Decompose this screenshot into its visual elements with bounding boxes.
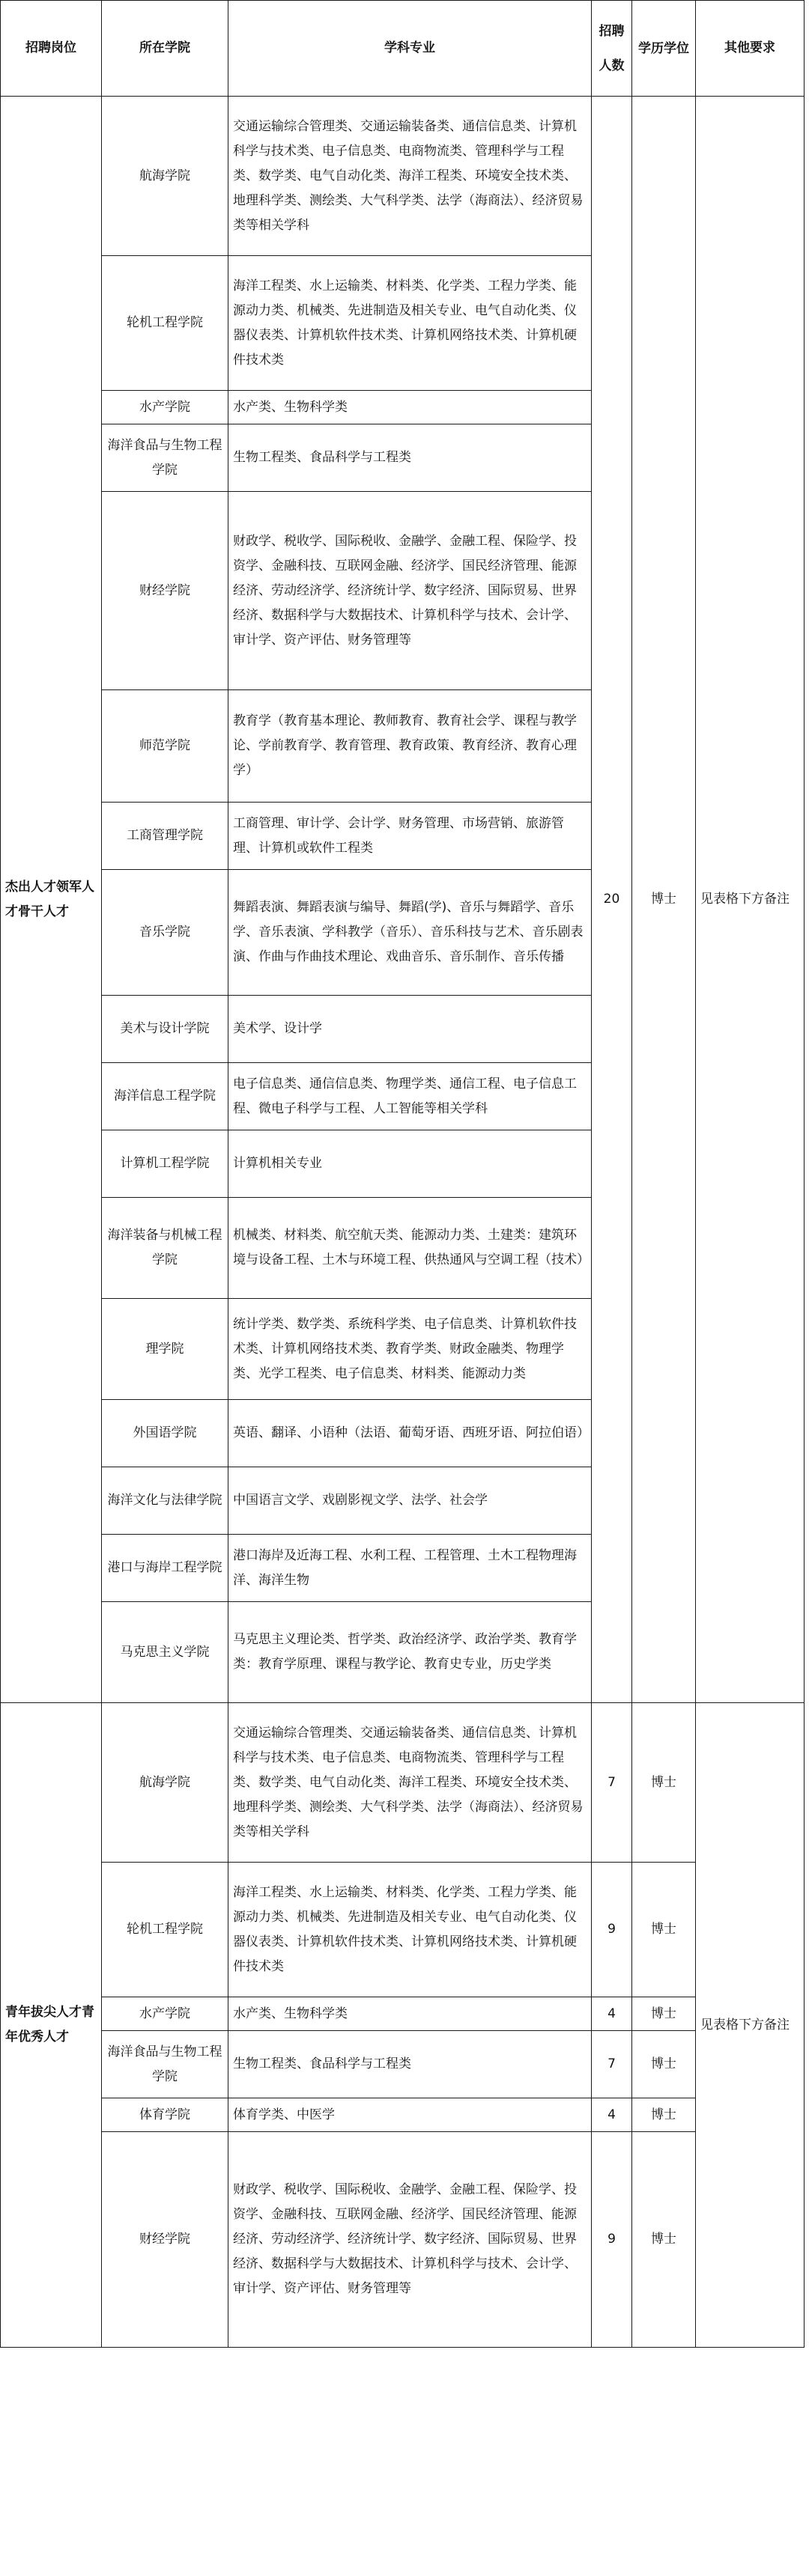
major-cell: 机械类、材料类、航空航天类、能源动力类、土建类：建筑环境与设备工程、土木与环境工程、供热通风与空调工程（技术） (228, 1198, 592, 1299)
count-cell: 4 (592, 1997, 632, 2031)
college-cell: 港口与海岸工程学院 (102, 1535, 228, 1602)
count-cell: 9 (592, 1863, 632, 1997)
major-cell: 海洋工程类、水上运输类、材料类、化学类、工程力学类、能源动力类、机械类、先进制造及相关专业、电气自动化类、仪器仪表类、计算机软件技术类、计算机网络技术类、计算机硬件技术类 (228, 256, 592, 391)
table-row (1, 97, 805, 256)
table-row (1, 2031, 805, 2098)
college-cell: 海洋食品与生物工程学院 (102, 424, 228, 492)
major-cell: 港口海岸及近海工程、水利工程、工程管理、土木工程物理海洋、海洋生物 (228, 1535, 592, 1602)
degree-cell: 博士 (632, 1997, 696, 2031)
major-cell: 工商管理、审计学、会计学、财务管理、市场营销、旅游管理、计算机或软件工程类 (228, 803, 592, 870)
college-cell: 航海学院 (102, 1703, 228, 1863)
college-cell: 海洋食品与生物工程学院 (102, 2031, 228, 2098)
major-cell: 电子信息类、通信信息类、物理学类、通信工程、电子信息工程、微电子科学与工程、人工智能等相关学科 (228, 1063, 592, 1130)
college-cell: 外国语学院 (102, 1400, 228, 1467)
major-cell: 英语、翻译、小语种（法语、葡萄牙语、西班牙语、阿拉伯语） (228, 1400, 592, 1467)
college-cell: 马克思主义学院 (102, 1602, 228, 1703)
header-major: 学科专业 (228, 1, 592, 97)
college-cell: 财经学院 (102, 492, 228, 690)
count-cell: 20 (592, 97, 632, 1703)
header-other: 其他要求 (696, 1, 805, 97)
college-cell: 水产学院 (102, 1997, 228, 2031)
college-cell: 体育学院 (102, 2098, 228, 2132)
count-cell: 7 (592, 2031, 632, 2098)
degree-cell: 博士 (632, 1703, 696, 1863)
major-cell: 财政学、税收学、国际税收、金融学、金融工程、保险学、投资学、金融科技、互联网金融、经济学、国民经济管理、能源经济、劳动经济学、经济统计学、数字经济、国际贸易、世界经济、数据科学与大数据技术、计算机科学与技术、会计学、审计学、资产评估、财务管理等 (228, 492, 592, 690)
major-cell: 体育学类、中医学 (228, 2098, 592, 2132)
major-cell: 美术学、设计学 (228, 996, 592, 1063)
table-row (1, 2098, 805, 2132)
college-cell: 财经学院 (102, 2132, 228, 2348)
college-cell: 轮机工程学院 (102, 1863, 228, 1997)
college-cell: 海洋信息工程学院 (102, 1063, 228, 1130)
table-row (1, 1703, 805, 1863)
degree-cell: 博士 (632, 2031, 696, 2098)
major-cell: 交通运输综合管理类、交通运输装备类、通信信息类、计算机科学与技术类、电子信息类、电商物流类、管理科学与工程类、数学类、电气自动化类、海洋工程类、环境安全技术类、地理科学类、测绘类、大气科学类、法学（海商法）、经济贸易类等相关学科 (228, 1703, 592, 1863)
header-college: 所在学院 (102, 1, 228, 97)
college-cell: 计算机工程学院 (102, 1130, 228, 1198)
other-requirements-cell: 见表格下方备注 (696, 97, 805, 1703)
position-cell: 青年拔尖人才青年优秀人才 (1, 1703, 102, 2348)
major-cell: 中国语言文学、戏剧影视文学、法学、社会学 (228, 1467, 592, 1535)
major-cell: 交通运输综合管理类、交通运输装备类、通信信息类、计算机科学与技术类、电子信息类、电商物流类、管理科学与工程类、数学类、电气自动化类、海洋工程类、环境安全技术类、地理科学类、测绘类、大气科学类、法学（海商法）、经济贸易类等相关学科 (228, 97, 592, 256)
count-cell: 4 (592, 2098, 632, 2132)
college-cell: 海洋文化与法律学院 (102, 1467, 228, 1535)
college-cell: 水产学院 (102, 391, 228, 424)
count-cell: 7 (592, 1703, 632, 1863)
degree-cell: 博士 (632, 2132, 696, 2348)
college-cell: 师范学院 (102, 690, 228, 803)
degree-cell: 博士 (632, 2098, 696, 2132)
table-body (1, 97, 805, 2348)
degree-cell: 博士 (632, 97, 696, 1703)
position-cell: 杰出人才领军人才骨干人才 (1, 97, 102, 1703)
table-row (1, 1997, 805, 2031)
major-cell: 生物工程类、食品科学与工程类 (228, 424, 592, 492)
college-cell: 工商管理学院 (102, 803, 228, 870)
table-row (1, 1863, 805, 1997)
college-cell: 轮机工程学院 (102, 256, 228, 391)
college-cell: 航海学院 (102, 97, 228, 256)
major-cell: 教育学（教育基本理论、教师教育、教育社会学、课程与教学论、学前教育学、教育管理、教育政策、教育经济、教育心理学） (228, 690, 592, 803)
degree-cell: 博士 (632, 1863, 696, 1997)
major-cell: 马克思主义理论类、哲学类、政治经济学、政治学类、教育学类：教育学原理、课程与教学论、教育史专业，历史学类 (228, 1602, 592, 1703)
header-row (1, 1, 805, 97)
major-cell: 计算机相关专业 (228, 1130, 592, 1198)
table-row (1, 2132, 805, 2348)
college-cell: 美术与设计学院 (102, 996, 228, 1063)
major-cell: 水产类、生物科学类 (228, 391, 592, 424)
header-count: 招聘人数 (592, 1, 632, 97)
major-cell: 生物工程类、食品科学与工程类 (228, 2031, 592, 2098)
major-cell: 统计学类、数学类、系统科学类、电子信息类、计算机软件技术类、计算机网络技术类、教育学类、财政金融类、物理学类、光学工程类、电子信息类、材料类、能源动力类 (228, 1299, 592, 1400)
major-cell: 水产类、生物科学类 (228, 1997, 592, 2031)
major-cell: 海洋工程类、水上运输类、材料类、化学类、工程力学类、能源动力类、机械类、先进制造及相关专业、电气自动化类、仪器仪表类、计算机软件技术类、计算机网络技术类、计算机硬件技术类 (228, 1863, 592, 1997)
major-cell: 舞蹈表演、舞蹈表演与编导、舞蹈(学)、音乐与舞蹈学、音乐学、音乐表演、学科教学（音乐）、音乐科技与艺术、音乐剧表演、作曲与作曲技术理论、戏曲音乐、音乐制作、音乐传播 (228, 870, 592, 996)
major-cell: 财政学、税收学、国际税收、金融学、金融工程、保险学、投资学、金融科技、互联网金融、经济学、国民经济管理、能源经济、劳动经济学、经济统计学、数字经济、国际贸易、世界经济、数据科学与大数据技术、计算机科学与技术、会计学、审计学、资产评估、财务管理等 (228, 2132, 592, 2348)
count-cell: 9 (592, 2132, 632, 2348)
college-cell: 理学院 (102, 1299, 228, 1400)
college-cell: 音乐学院 (102, 870, 228, 996)
college-cell: 海洋装备与机械工程学院 (102, 1198, 228, 1299)
header-position: 招聘岗位 (1, 1, 102, 97)
other-requirements-cell: 见表格下方备注 (696, 1703, 805, 2348)
header-degree: 学历学位 (632, 1, 696, 97)
